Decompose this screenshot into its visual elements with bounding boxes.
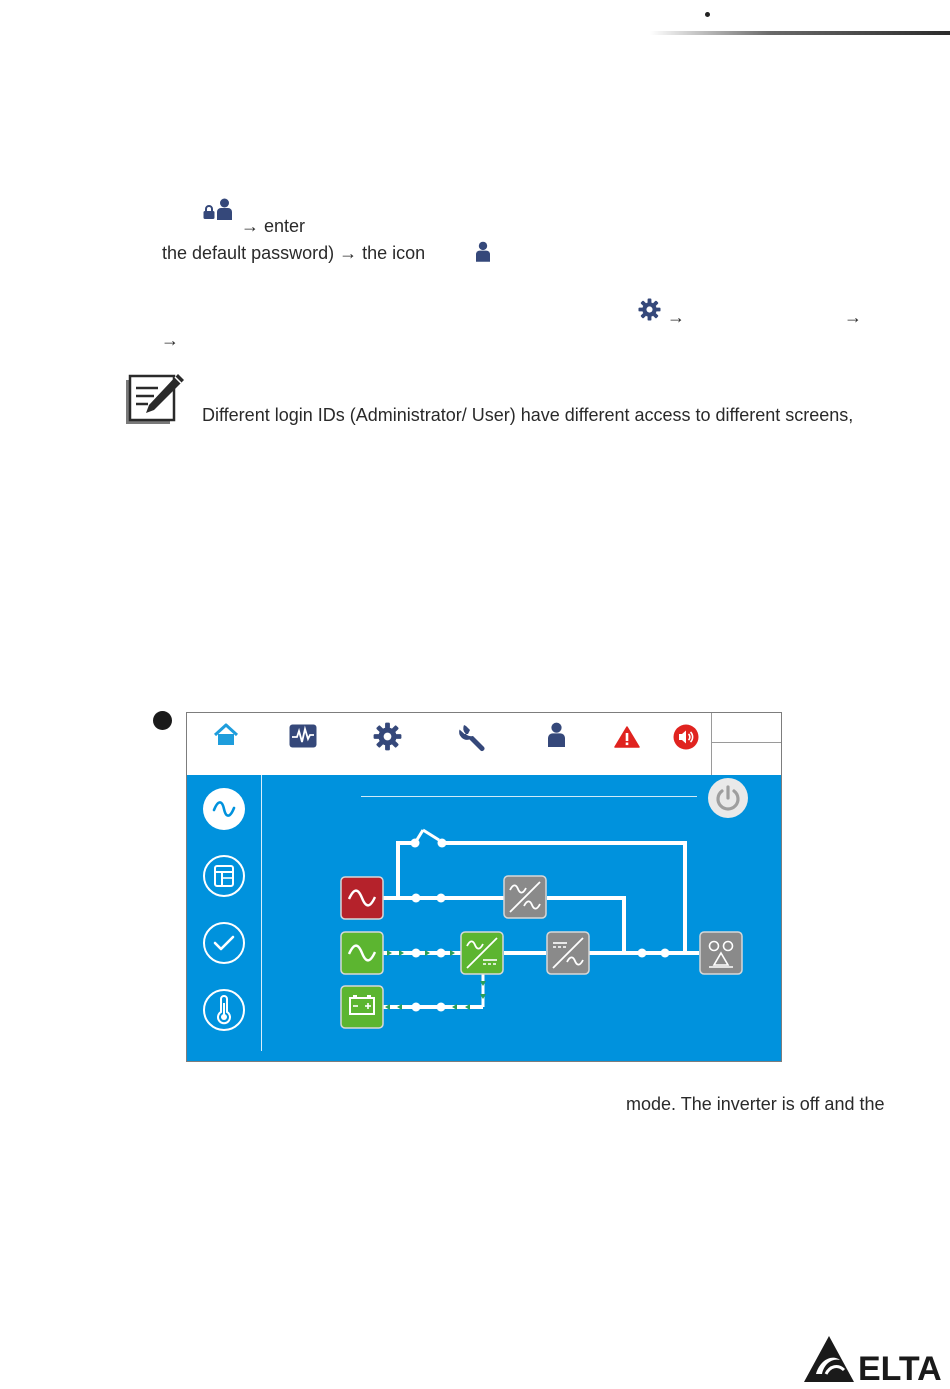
- breaker-node: [412, 894, 421, 903]
- header-rule: [650, 31, 950, 35]
- arrow-2: →: [844, 307, 862, 327]
- user-icon: [217, 198, 232, 225]
- static-switch-block: [504, 876, 546, 918]
- note-text: Different login IDs (Administrator/ User) have different access to different screens,: [202, 405, 854, 425]
- datetime-panel: [711, 713, 782, 775]
- switch-node: [411, 839, 420, 848]
- alarm-icon[interactable]: [614, 726, 640, 753]
- mode-text: mode. The inverter is off and the: [626, 1094, 885, 1114]
- switch-blade: [423, 830, 439, 840]
- delta-logo: [802, 1334, 950, 1389]
- load-block: [700, 932, 742, 974]
- bypass-input-block: [341, 877, 383, 919]
- rectifier-block: [461, 932, 503, 974]
- logo-text: ELTA: [858, 1350, 942, 1384]
- user-icon[interactable]: [548, 722, 565, 752]
- maintenance-icon[interactable]: [458, 722, 488, 757]
- arrow-3: →: [161, 330, 179, 350]
- home-icon[interactable]: [213, 722, 239, 753]
- measurement-icon[interactable]: [289, 724, 317, 753]
- step-bullet: [153, 711, 172, 730]
- ups-lcd-screen: [186, 712, 782, 1062]
- battery-block: [341, 986, 383, 1028]
- datetime-divider: [712, 742, 782, 743]
- gear-icon: [638, 298, 661, 326]
- text-enter: → enter: [241, 216, 306, 236]
- lock-icon: [203, 205, 215, 224]
- buzzer-icon[interactable]: [673, 724, 699, 755]
- breaker-node: [437, 894, 446, 903]
- breaker-node: [638, 949, 647, 958]
- note-pencil-icon: [124, 372, 186, 431]
- header-bullet: [705, 12, 710, 17]
- breaker-node: [661, 949, 670, 958]
- screen-toolbar: [187, 713, 781, 775]
- bypass-line: [382, 843, 415, 898]
- main-panel: [187, 775, 781, 1061]
- inverter-block: [547, 932, 589, 974]
- main-input-block: [341, 932, 383, 974]
- arrow-1: →: [667, 307, 685, 327]
- settings-icon[interactable]: [373, 722, 402, 756]
- power-flow-diagram: [187, 775, 781, 1061]
- text-default-password: the default password) → the icon: [162, 243, 426, 263]
- user-icon: [476, 241, 490, 267]
